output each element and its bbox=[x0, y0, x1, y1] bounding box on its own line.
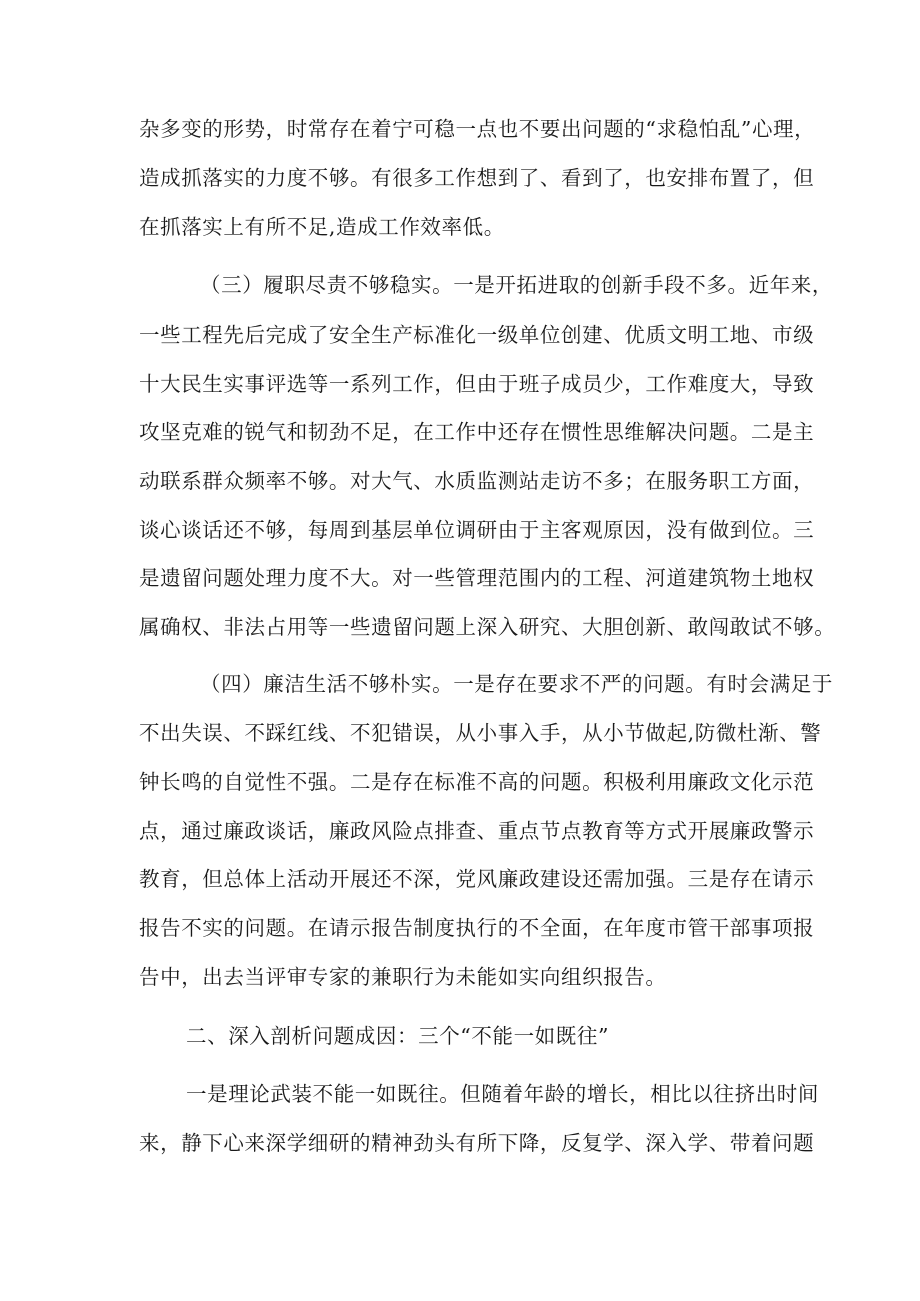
paragraph-line: 十大民生实事评选等一系列工作，但由于班子成员少，工作难度大，导致 bbox=[139, 372, 815, 396]
paragraph-line: 动联系群众频率不够。对大气、水质监测站走访不多；在服务职工方面， bbox=[139, 469, 815, 493]
paragraph-line: 教育，但总体上活动开展还不深，党风廉政建设还需加强。三是存在请示 bbox=[139, 867, 815, 891]
paragraph-line: 不出失误、不踩红线、不犯错误，从小事入手，从小节做起,防微杜渐、警 bbox=[139, 721, 822, 745]
paragraph-line: 造成抓落实的力度不够。有很多工作想到了、看到了，也安排布置了，但 bbox=[139, 166, 815, 190]
paragraph-line: 报告不实的问题。在请示报告制度执行的不全面，在年度市管干部事项报 bbox=[139, 916, 815, 940]
paragraph-line: 在抓落实上有所不足,造成工作效率低。 bbox=[139, 215, 505, 239]
paragraph-line: 一是理论武装不能一如既往。但随着年龄的增长，相比以往挤出时间 bbox=[186, 1082, 819, 1106]
paragraph-line: 点，通过廉政谈话，廉政风险点排查、重点节点教育等方式开展廉政警示 bbox=[139, 819, 815, 843]
section-heading-2: 二、深入剖析问题成因：三个“不能一如既往” bbox=[186, 1024, 610, 1048]
section-3-heading-line: （三）履职尽责不够稳实。一是开拓进取的创新手段不多。近年来， bbox=[200, 273, 833, 297]
paragraph-line: 是遗留问题处理力度不大。对一些管理范围内的工程、河道建筑物土地权 bbox=[139, 566, 815, 590]
paragraph-line: 一些工程先后完成了安全生产标准化一级单位创建、优质文明工地、市级 bbox=[139, 323, 815, 347]
paragraph-line: 属确权、非法占用等一些遗留问题上深入研究、大胆创新、敢闯敢试不够。 bbox=[139, 615, 836, 639]
paragraph-line: 来，静下心来深学细研的精神劲头有所下降，反复学、深入学、带着问题 bbox=[139, 1131, 815, 1155]
section-4-heading-line: （四）廉洁生活不够朴实。一是存在要求不严的问题。有时会满足于 bbox=[200, 672, 833, 696]
paragraph-line: 告中，出去当评审专家的兼职行为未能如实向组织报告。 bbox=[139, 965, 667, 989]
paragraph-line: 钟长鸣的自觉性不强。二是存在标准不高的问题。积极利用廉政文化示范 bbox=[139, 770, 815, 794]
paragraph-line: 谈心谈话还不够，每周到基层单位调研由于主客观原因，没有做到位。三 bbox=[139, 518, 815, 542]
paragraph-line: 攻坚克难的锐气和韧劲不足，在工作中还存在惯性思维解决问题。二是主 bbox=[139, 420, 815, 444]
paragraph-line: 杂多变的形势，时常存在着宁可稳一点也不要出问题的“求稳怕乱”心理， bbox=[139, 117, 816, 141]
